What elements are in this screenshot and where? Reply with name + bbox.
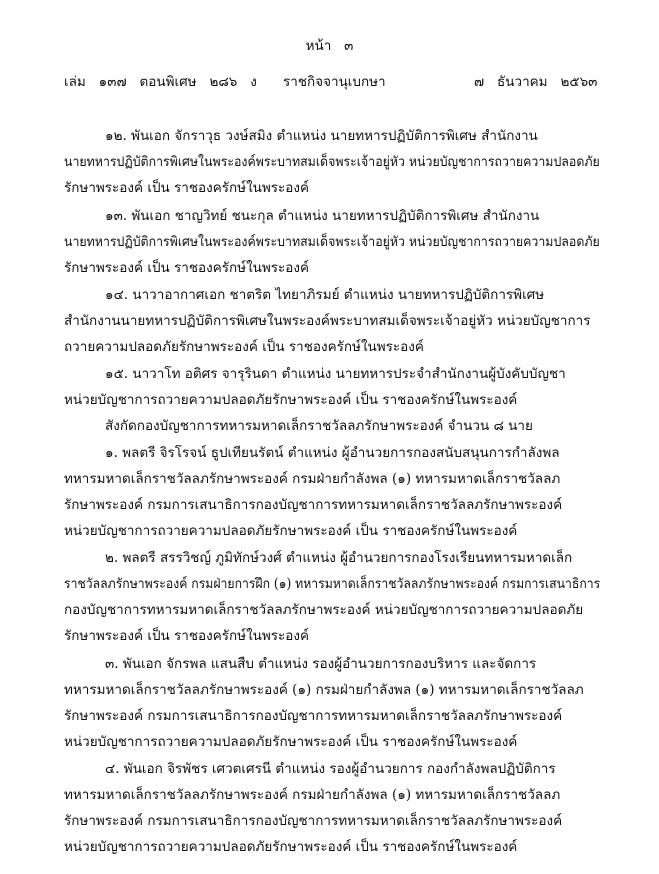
text-line: ๑๕. นาวาโท อติศร จารุรินดา ตำแหน่ง นายทหารประจำสำนักงานผู้บังคับบัญชา [105, 366, 566, 382]
text-line: นายทหารปฏิบัติการพิเศษในพระองค์พระบาทสมเด็จพระเจ้าอยู่หัว หน่วยบัญชาการถวายความปลอดภัย [64, 154, 600, 170]
text-line: รักษาพระองค์ กรมการเสนาธิการกองบัญชาการทหารมหาดเล็กราชวัลลภรักษาพระองค์ [64, 813, 563, 829]
text-line: ทหารมหาดเล็กราชวัลลภรักษาพระองค์ (๑) กรมฝ่ายกำลังพล (๑) ทหารมหาดเล็กราชวัลลภ [64, 682, 584, 698]
text-line: ๑. พลตรี จิรโรจน์ ธูปเทียนรัตน์ ตำแหน่ง ผู้อำนวยการกองสนับสนุนการกำลังพล [105, 445, 560, 461]
text-line: กองบัญชาการทหารมหาดเล็กราชวัลลภรักษาพระองค์ หน่วยบัญชาการถวายความปลอดภัย [64, 602, 584, 618]
text-line: ถวายความปลอดภัยรักษาพระองค์ เป็น ราชองครักษ์ในพระองค์ [64, 339, 424, 355]
text-line: สำนักงานนายทหารปฏิบัติการพิเศษในพระองค์พระบาทสมเด็จพระเจ้าอยู่หัว หน่วยบัญชาการ [64, 313, 591, 329]
publication-title: ราชกิจจานุเบกษา [283, 74, 386, 90]
publication-date: ๗ ธันวาคม ๒๕๖๓ [474, 74, 598, 90]
text-line: รักษาพระองค์ เป็น ราชองครักษ์ในพระองค์ [64, 260, 310, 276]
text-line: ๓. พันเอก จักรพล แสนสืบ ตำแหน่ง รองผู้อำนวยการกองบริหาร และจัดการ [105, 656, 537, 672]
text-line: หน่วยบัญชาการถวายความปลอดภัยรักษาพระองค์ เป็น ราชองครักษ์ในพระองค์ [64, 523, 518, 539]
section-heading: สังกัดกองบัญชาการทหารมหาดเล็กราชวัลลภรักษาพระองค์ จำนวน ๘ นาย [105, 418, 533, 434]
text-line: ๒. พลตรี สรรวิชญ์ ภูมิทักษ์วงศ์ ตำแหน่ง ผู้อำนวยการกองโรงเรียนทหารมหาดเล็ก [105, 550, 573, 566]
text-line: ทหารมหาดเล็กราชวัลลภรักษาพระองค์ กรมฝ่ายกำลังพล (๑) ทหารมหาดเล็กราชวัลลภ [64, 471, 561, 487]
text-line: ทหารมหาดเล็กราชวัลลภรักษาพระองค์ กรมฝ่ายกำลังพล (๑) ทหารมหาดเล็กราชวัลลภ [64, 787, 561, 803]
volume-issue: เล่ม ๑๓๗ ตอนพิเศษ ๒๘๖ ง [64, 74, 257, 90]
page-number: หน้า ๓ [305, 38, 354, 54]
text-line: รักษาพระองค์ กรมการเสนาธิการกองบัญชาการทหารมหาดเล็กราชวัลลภรักษาพระองค์ [64, 708, 563, 724]
text-line: รักษาพระองค์ กรมการเสนาธิการกองบัญชาการทหารมหาดเล็กราชวัลลภรักษาพระองค์ [64, 497, 563, 513]
text-line: รักษาพระองค์ เป็น ราชองครักษ์ในพระองค์ [64, 628, 310, 644]
text-line: ราชวัลลภรักษาพระองค์ กรมฝ่ายการฝึก (๑) ทหารมหาดเล็กราชวัลลภรักษาพระองค์ กรมการเสนาธิการ [64, 576, 601, 592]
text-line: ๑๒. พันเอก จักราวุธ วงษ์สมิง ตำแหน่ง นายทหารปฏิบัติการพิเศษ สำนักงาน [105, 128, 538, 144]
text-line: หน่วยบัญชาการถวายความปลอดภัยรักษาพระองค์ เป็น ราชองครักษ์ในพระองค์ [64, 734, 518, 750]
text-line: ๑๔. นาวาอากาศเอก ชาตริต ไทยาภิรมย์ ตำแหน่ง นายทหารปฏิบัติการพิเศษ [105, 287, 545, 303]
text-line: หน่วยบัญชาการถวายความปลอดภัยรักษาพระองค์ เป็น ราชองครักษ์ในพระองค์ [64, 839, 518, 855]
text-line: รักษาพระองค์ เป็น ราชองครักษ์ในพระองค์ [64, 180, 310, 196]
text-line: นายทหารปฏิบัติการพิเศษในพระองค์พระบาทสมเด็จพระเจ้าอยู่หัว หน่วยบัญชาการถวายความปลอดภัย [64, 234, 600, 250]
text-line: หน่วยบัญชาการถวายความปลอดภัยรักษาพระองค์ เป็น ราชองครักษ์ในพระองค์ [64, 392, 518, 408]
text-line: ๔. พันเอก จิรพัชร เศวตเศรนี ตำแหน่ง รองผู้อำนวยการ กองกำลังพลปฏิบัติการ [105, 761, 556, 777]
text-line: ๑๓. พันเอก ชาญวิทย์ ชนะกุล ตำแหน่ง นายทหารปฏิบัติการพิเศษ สำนักงาน [105, 208, 540, 224]
